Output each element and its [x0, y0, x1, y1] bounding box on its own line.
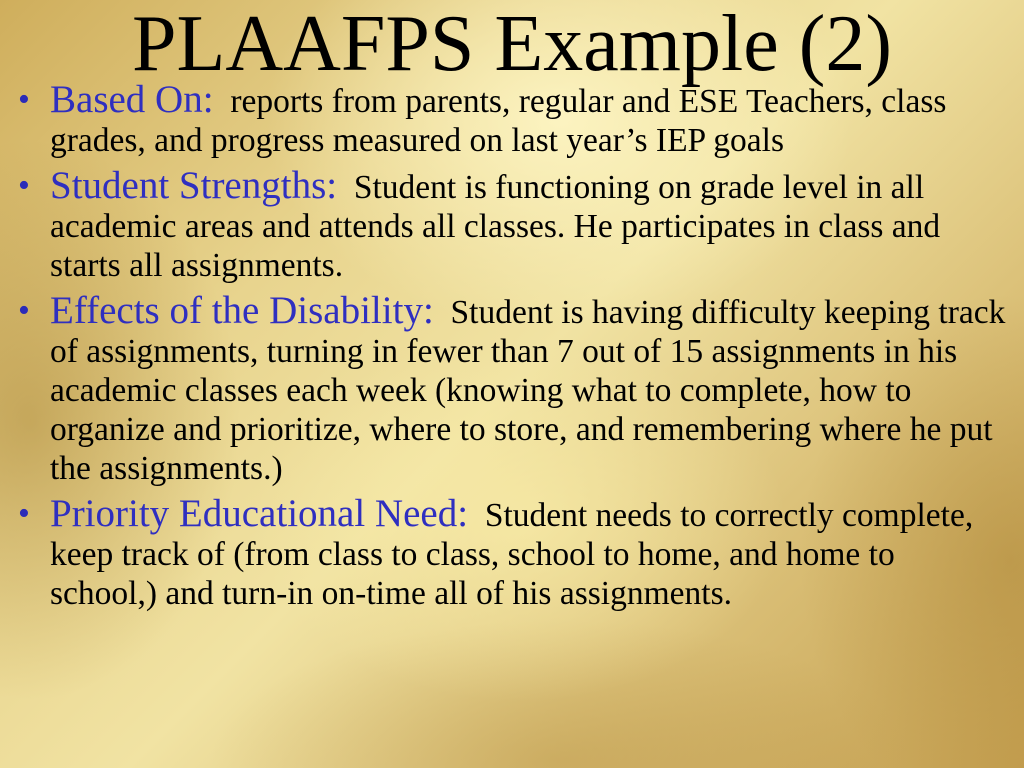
slide-title: PLAAFPS Example (2): [132, 0, 892, 88]
bullet-dot-icon: •: [18, 292, 30, 329]
bullet-label: Student Strengths:: [50, 164, 338, 207]
bullet-text: Student is having difficulty keeping track of assignments, turning in fewer than 7 out of 15 assignments in his academic classes each week (knowing what to complete, how to organize and prioritize, where to store, and remembering where he put the assignments.): [50, 294, 1006, 487]
bullet-text: Student needs to correctly complete, keep track of (from class to class, school to home, and home to school,) and turn-in on-time all of his assignments.: [50, 497, 974, 612]
bullet-dot-icon: •: [18, 81, 30, 118]
bullet-effects-of-disability: [14, 291, 1010, 488]
bullet-dot-icon: •: [18, 167, 30, 204]
bullet-student-strengths: [14, 166, 1010, 285]
bullet-label: Based On:: [50, 78, 214, 121]
bullet-label: Priority Educational Need:: [50, 492, 469, 535]
bullet-based-on: [14, 80, 1010, 160]
bullet-text: reports from parents, regular and ESE Teachers, class grades, and progress measured on last year’s IEP goals: [50, 83, 947, 159]
bullet-list: [14, 80, 1010, 619]
bullet-dot-icon: •: [18, 495, 30, 532]
bullet-label: Effects of the Disability:: [50, 289, 434, 332]
bullet-priority-educational-need: [14, 494, 1010, 613]
bullet-text: Student is functioning on grade level in all academic areas and attends all classes. He participates in class and starts all assignments.: [50, 169, 941, 284]
